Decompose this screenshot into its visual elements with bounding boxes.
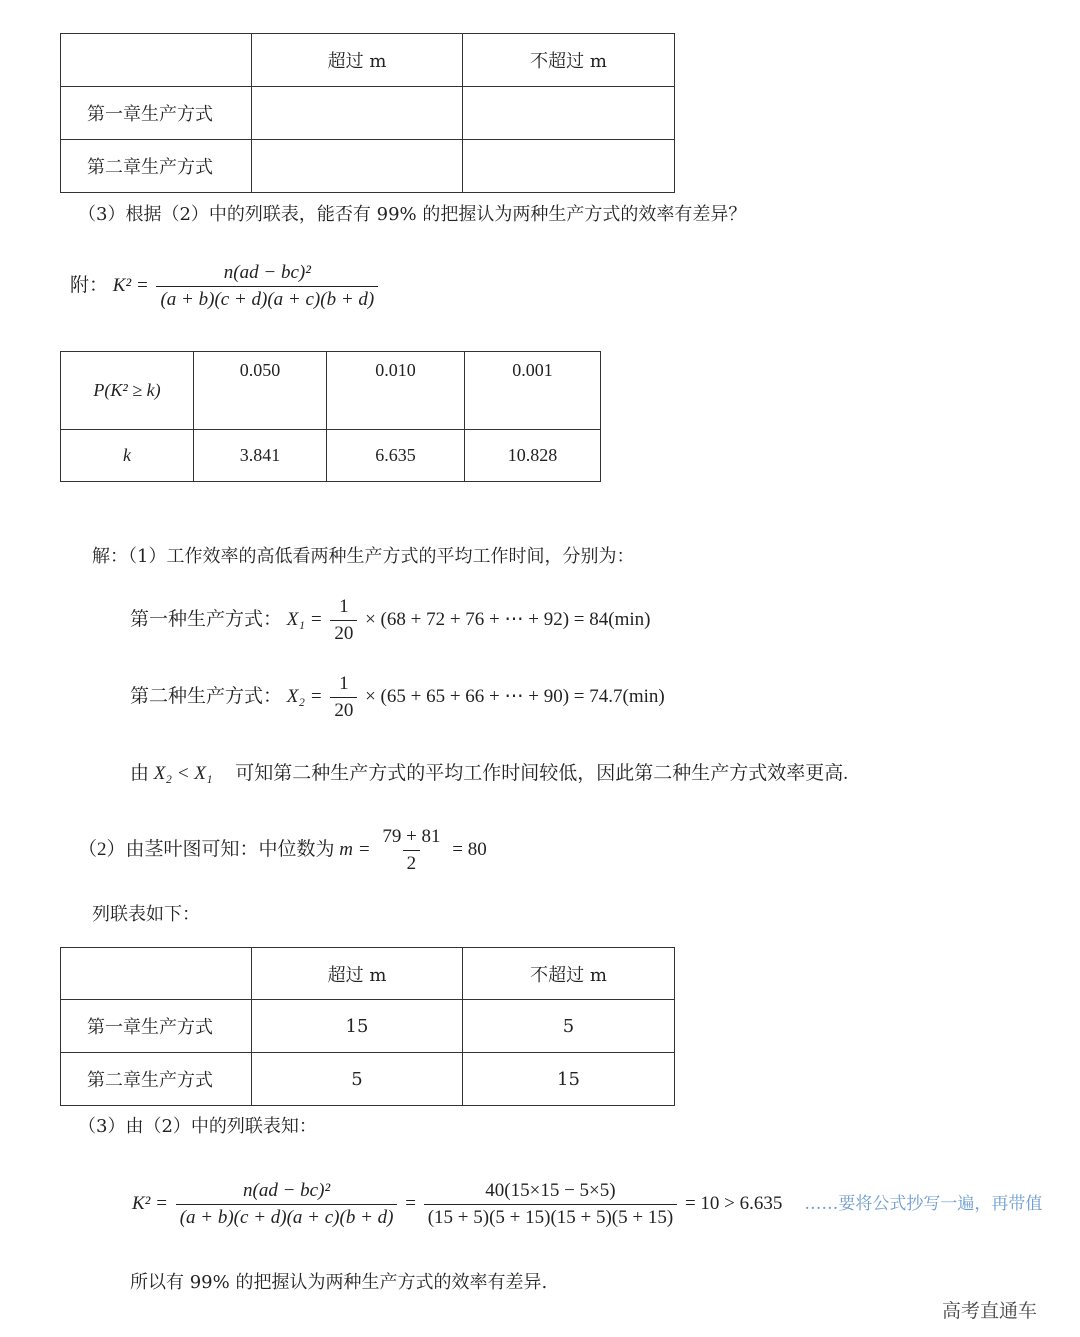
cell: 0.001 (465, 352, 601, 430)
part-3-intro: （3）由（2）中的列联表知： (78, 1116, 317, 1137)
header-cell (61, 948, 252, 1000)
median-text: （2）由茎叶图可知：中位数为 (78, 838, 335, 860)
mean-line-1 (130, 596, 650, 645)
k2-row (132, 1180, 1067, 1229)
cell (252, 140, 463, 193)
table-intro: 列联表如下： (92, 904, 200, 925)
median-lhs: m = (339, 838, 371, 860)
denominator: (a + b)(c + d)(a + c)(b + d) (176, 1204, 398, 1229)
numerator: 79 + 81 (382, 826, 441, 847)
watermark: 高考直通车 (942, 1300, 1038, 1322)
header-cell (61, 34, 252, 87)
cell (252, 87, 463, 140)
comparison: X₂ < X₁ (153, 763, 213, 784)
header-cell: 超过 m (252, 948, 463, 1000)
row-label: 第二章生产方式 (61, 140, 252, 193)
cell: 15 (252, 1000, 463, 1053)
expression: × (68 + 72 + 76 + ⋯ + 92) = 84(min) (365, 608, 651, 630)
line-label: 第二种生产方式： (130, 685, 283, 707)
formula-denominator: (a + b)(c + d)(a + c)(b + d) (156, 286, 378, 311)
formula-numerator: n(ad − bc)² (223, 262, 311, 283)
cell (463, 87, 675, 140)
conclusion-1 (130, 758, 848, 785)
row-label: 第二章生产方式 (61, 1053, 252, 1106)
cell: 5 (463, 1000, 675, 1053)
header-cell: 不超过 m (463, 34, 675, 87)
equals: = (405, 1192, 416, 1214)
k2-lhs: K² = (132, 1192, 168, 1214)
numerator: 1 (339, 596, 349, 617)
k2-calculation (132, 1180, 782, 1229)
line-label: 第一种生产方式： (130, 608, 283, 630)
appendix-label: 附： (70, 274, 109, 296)
header-cell: 不超过 m (463, 948, 675, 1000)
appendix-formula (70, 262, 381, 311)
row-label: 第一章生产方式 (61, 1000, 252, 1053)
numerator: 1 (339, 673, 349, 694)
row-label: 第一章生产方式 (61, 87, 252, 140)
cell: 6.635 (327, 430, 465, 482)
mean-line-2 (130, 673, 665, 722)
denominator: (15 + 5)(5 + 15)(15 + 5)(5 + 15) (424, 1204, 677, 1229)
cell: 0.010 (327, 352, 465, 430)
denominator: 2 (403, 850, 421, 875)
header-cell: k (61, 430, 194, 482)
conclusion-text: 可知第二种生产方式的平均工作时间较低，因此第二种生产方式效率更高. (235, 763, 849, 784)
annotation-note: ……要将公式抄写一遍，再带值 (804, 1194, 1043, 1215)
cell: 5 (252, 1053, 463, 1106)
expression: × (65 + 65 + 66 + ⋯ + 90) = 74.7(min) (365, 685, 665, 707)
median-result: = 80 (452, 838, 487, 860)
final-conclusion: 所以有 99% 的把握认为两种生产方式的效率有差异. (130, 1272, 548, 1293)
cell: 10.828 (465, 430, 601, 482)
mean-x1: X₁ = (286, 608, 323, 630)
header-cell: P(K² ≥ k) (61, 352, 194, 430)
numerator: n(ad − bc)² (243, 1180, 331, 1201)
numerator: 40(15×15 − 5×5) (485, 1180, 616, 1201)
contingency-table-empty (60, 33, 675, 193)
denominator: 20 (330, 620, 357, 645)
header-cell: 超过 m (252, 34, 463, 87)
mean-x2: X₂ = (286, 685, 323, 707)
denominator: 20 (330, 697, 357, 722)
k2-result: = 10 > 6.635 (684, 1192, 783, 1214)
cell (463, 140, 675, 193)
question-3: （3）根据（2）中的列联表，能否有 99% 的把握认为两种生产方式的效率有差异？ (78, 204, 747, 225)
formula-lhs: K² = (112, 274, 149, 296)
cell: 15 (463, 1053, 675, 1106)
cell: 3.841 (194, 430, 327, 482)
part-2-median (78, 826, 487, 875)
prefix: 由 (130, 763, 150, 784)
contingency-table-filled (60, 947, 675, 1106)
cell: 0.050 (194, 352, 327, 430)
solution-intro: 解：（1）工作效率的高低看两种生产方式的平均工作时间，分别为： (92, 546, 635, 567)
critical-value-table (60, 351, 601, 482)
